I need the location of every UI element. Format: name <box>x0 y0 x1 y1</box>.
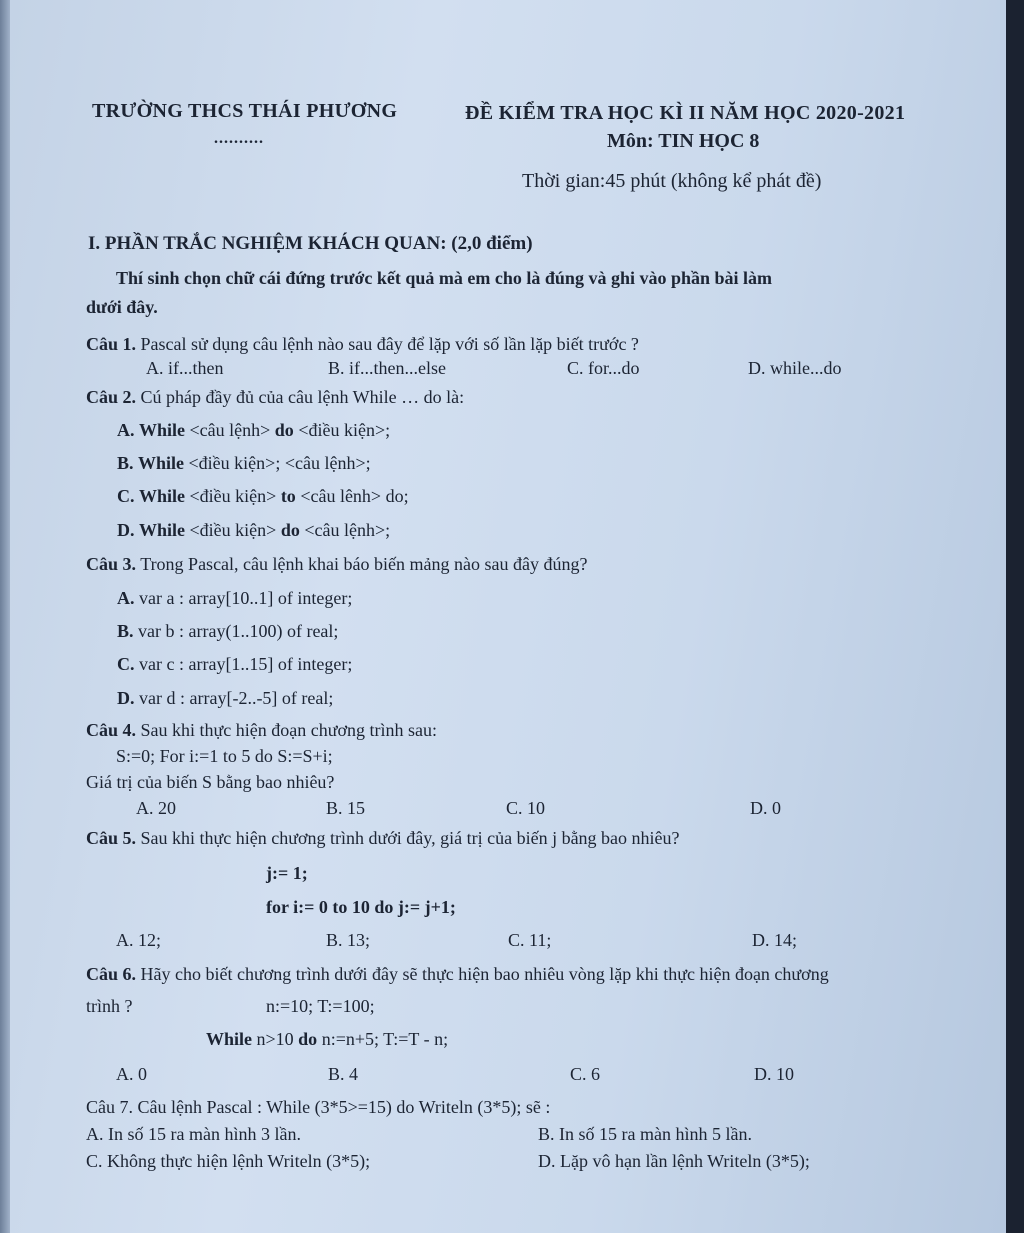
q1-option-c: C. for...do <box>567 358 640 378</box>
question-1 <box>86 334 639 355</box>
question-6 <box>86 964 829 985</box>
q6-option-b: B. 4 <box>328 1064 359 1084</box>
q3-option-b: B. var b : array(1..100) of real; <box>117 621 339 641</box>
q4-option-b: B. 15 <box>326 798 366 818</box>
question-label: Câu 4. <box>86 720 137 740</box>
question-label: Câu 3. <box>86 554 137 574</box>
q7-option-a: A. In số 15 ra màn hình 3 lần. <box>86 1124 301 1144</box>
q4-option-c: C. 10 <box>506 798 546 818</box>
q5-code-line-1: j:= 1; <box>266 863 308 883</box>
question-4 <box>86 720 437 741</box>
q2-option-d: D. While <điều kiện> do <câu lệnh>; <box>117 520 391 540</box>
q4-question: Giá trị của biến S bằng bao nhiêu? <box>86 772 335 792</box>
q3-option-c: C. var c : array[1..15] of integer; <box>117 654 353 674</box>
q6-text-cont: trình ? <box>86 996 133 1016</box>
q3-option-a: A. var a : array[10..1] of integer; <box>117 588 353 608</box>
instruction-line-1: Thí sinh chọn chữ cái đứng trước kết quả mà em cho là đúng và ghi vào phần bài làm <box>116 268 772 288</box>
q2-option-c: C. While <điều kiện> to <câu lênh> do; <box>117 486 409 506</box>
question-text: Trong Pascal, câu lệnh khai báo biến mảng nào sau đây đúng? <box>140 554 588 574</box>
q5-option-b: B. 13; <box>326 930 371 950</box>
q7-option-d: D. Lặp vô hạn lần lệnh Writeln (3*5); <box>538 1151 810 1171</box>
q4-option-a: A. 20 <box>136 798 176 818</box>
q2-option-b: B. While <điều kiện>; <câu lệnh>; <box>117 453 371 473</box>
question-text: Câu lệnh Pascal : While (3*5>=15) do Writeln (3*5); sẽ : <box>137 1097 551 1117</box>
question-label: Câu 6. <box>86 964 137 984</box>
q6-option-c: C. 6 <box>570 1064 601 1084</box>
question-text: Pascal sử dụng câu lệnh nào sau đây để lặp với số lần lặp biết trước ? <box>140 334 639 354</box>
question-3 <box>86 554 587 575</box>
section-title: I. PHẦN TRẮC NGHIỆM KHÁCH QUAN: (2,0 điểm) <box>88 233 533 254</box>
school-underline-dots: .......... <box>214 130 264 147</box>
school-name: TRƯỜNG THCS THÁI PHƯƠNG <box>92 100 398 122</box>
question-label: Câu 2. <box>86 387 137 407</box>
question-5 <box>86 828 680 849</box>
q6-option-d: D. 10 <box>754 1064 794 1084</box>
q5-option-d: D. 14; <box>752 930 797 950</box>
q6-code-line-1: n:=10; T:=100; <box>266 996 375 1016</box>
question-label: Câu 1. <box>86 334 137 354</box>
q3-option-d: D. var d : array[-2..-5] of real; <box>117 688 334 708</box>
q6-code-line-2: While n>10 do n:=n+5; T:=T - n; <box>206 1029 449 1049</box>
question-7 <box>86 1097 550 1118</box>
q6-option-a: A. 0 <box>116 1064 147 1084</box>
q1-option-d: D. while...do <box>748 358 842 378</box>
exam-subject: Môn: TIN HỌC 8 <box>607 130 760 152</box>
question-text: Cú pháp đầy đủ của câu lệnh While … do là: <box>140 387 465 407</box>
exam-paper <box>10 0 1006 1233</box>
q1-option-b: B. if...then...else <box>328 358 446 378</box>
question-2 <box>86 387 464 408</box>
q4-option-d: D. 0 <box>750 798 781 818</box>
q5-option-c: C. 11; <box>508 930 552 950</box>
question-text: Hãy cho biết chương trình dưới đây sẽ thực hiện bao nhiêu vòng lặp khi thực hiện đoạn chương <box>140 964 829 984</box>
q5-code-line-2: for i:= 0 to 10 do j:= j+1; <box>266 897 456 917</box>
question-text: Sau khi thực hiện đoạn chương trình sau: <box>140 720 437 740</box>
question-text: Sau khi thực hiện chương trình dưới đây, giá trị của biến j bằng bao nhiêu? <box>140 828 680 848</box>
q4-code: S:=0; For i:=1 to 5 do S:=S+i; <box>116 746 333 766</box>
exam-time: Thời gian:45 phút (không kể phát đề) <box>522 170 822 192</box>
question-label: Câu 7. <box>86 1097 133 1117</box>
q1-option-a: A. if...then <box>146 358 224 378</box>
q2-option-a: A. While <câu lệnh> do <điều kiện>; <box>117 420 391 440</box>
exam-title: ĐỀ KIỂM TRA HỌC KÌ II NĂM HỌC 2020-2021 <box>465 102 906 124</box>
instruction-line-2: dưới đây. <box>86 297 158 317</box>
q7-option-b: B. In số 15 ra màn hình 5 lần. <box>538 1124 752 1144</box>
q5-option-a: A. 12; <box>116 930 161 950</box>
question-label: Câu 5. <box>86 828 137 848</box>
q7-option-c: C. Không thực hiện lệnh Writeln (3*5); <box>86 1151 371 1171</box>
